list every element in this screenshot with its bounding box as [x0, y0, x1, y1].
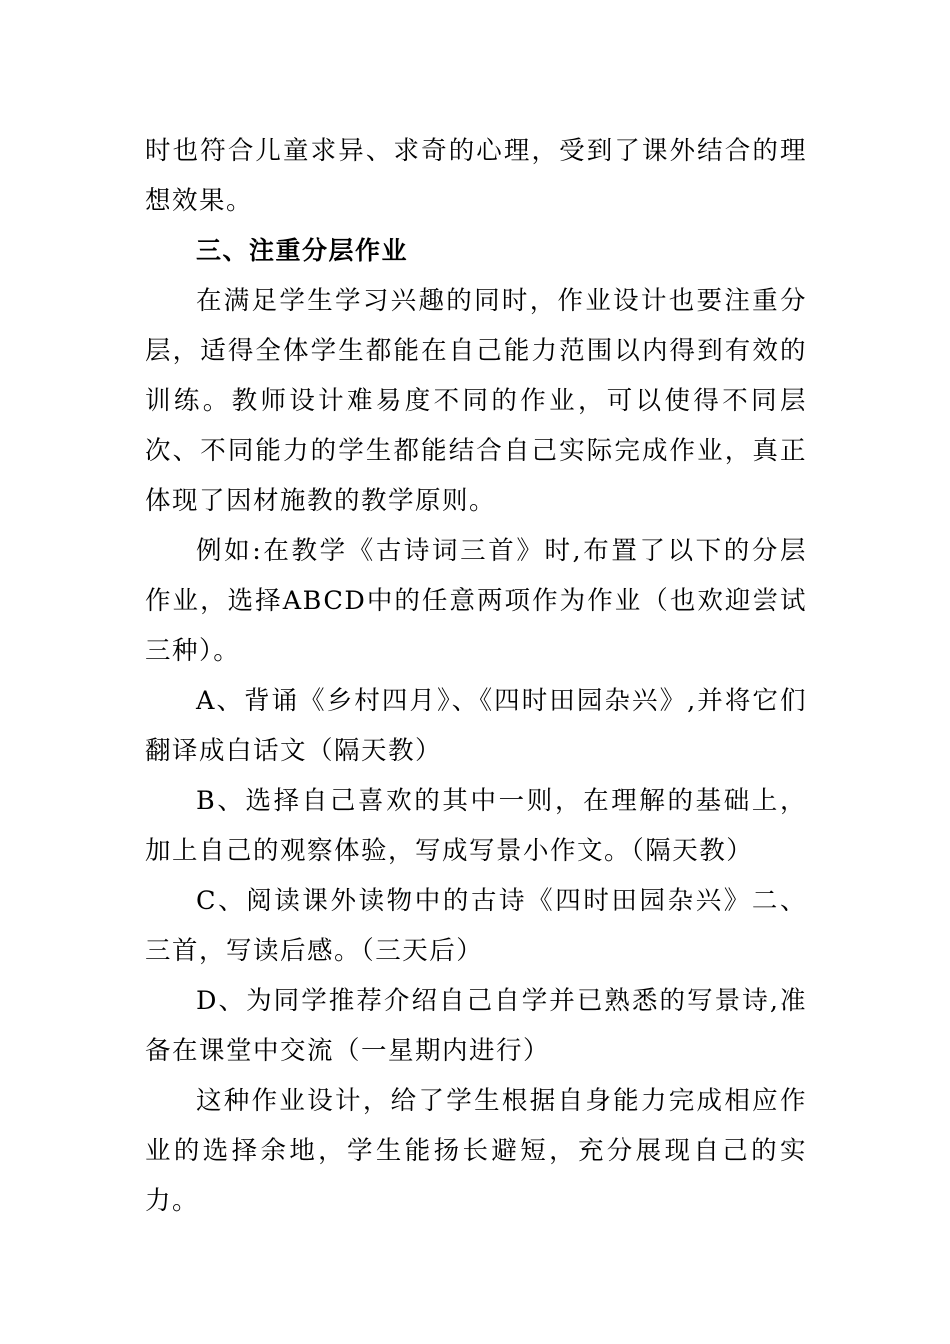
- paragraph-option-d: D、为同学推荐介绍自己自学并已熟悉的写景诗,准备在课堂中交流（一星期内进行）: [145, 986, 807, 1066]
- paragraph-option-b: B、选择自己喜欢的其中一则，在理解的基础上，加上自己的观察体验，写成写景小作文。（隔天教）: [145, 786, 807, 866]
- section-heading: 三、注重分层作业: [196, 236, 409, 265]
- paragraph-layered-homework: 在满足学生学习兴趣的同时，作业设计也要注重分层，适得全体学生都能在自己能力范围以内得到有效的训练。教师设计难易度不同的作业，可以使得不同层次、不同能力的学生都能结合自己实际完成作业，真正体现了因材施教的教学原则。: [145, 286, 807, 516]
- paragraph-option-a: A、背诵《乡村四月》、《四时田园杂兴》,并将它们翻译成白话文（隔天教）: [145, 686, 807, 766]
- document-page: [145, 126, 807, 1226]
- paragraph-continuation: 时也符合儿童求异、求奇的心理，受到了课外结合的理想效果。: [145, 136, 807, 216]
- paragraph-option-c: C、阅读课外读物中的古诗《四时田园杂兴》二、三首，写读后感。（三天后）: [145, 886, 807, 966]
- paragraph-example: 例如:在教学《古诗词三首》时,布置了以下的分层作业，选择ABCD中的任意两项作为作业（也欢迎尝试三种）。: [145, 536, 807, 666]
- paragraph-conclusion: 这种作业设计，给了学生根据自身能力完成相应作业的选择余地，学生能扬长避短，充分展现自己的实力。: [145, 1086, 807, 1216]
